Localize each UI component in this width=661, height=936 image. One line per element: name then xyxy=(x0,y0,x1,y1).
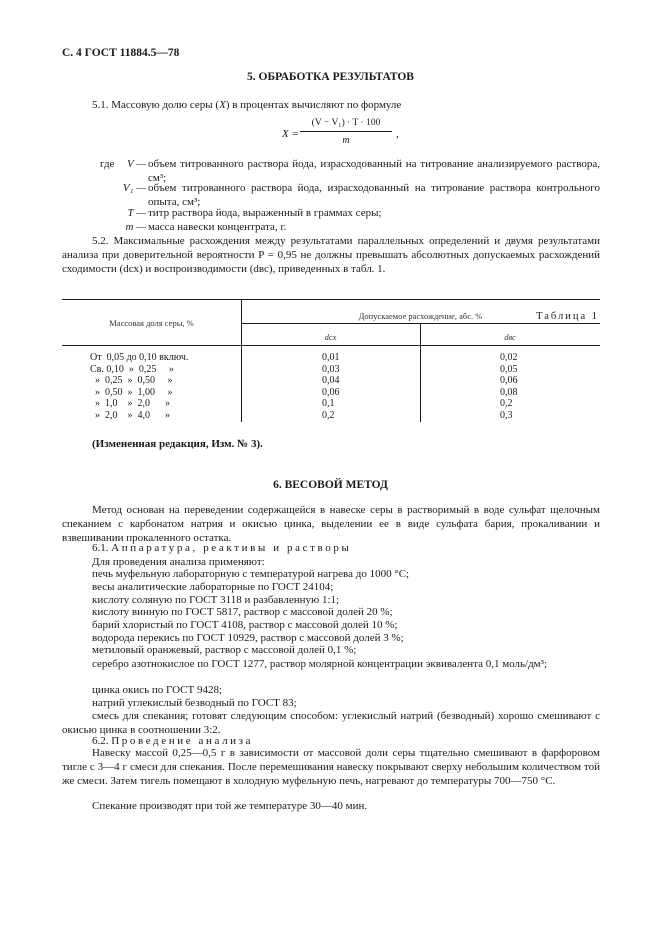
table-cell-dsx: 0,03 xyxy=(322,363,340,375)
table-cell-dsx: 0,04 xyxy=(322,375,340,386)
list-item-silver-nitrate: серебро азотнокислое по ГОСТ 1277, раствор молярной концентрации эквивалента 0,1 моль/дм³; xyxy=(92,658,548,670)
table-header-bottom-border xyxy=(62,345,600,346)
table-cell-dvs: 0,05 xyxy=(500,363,518,375)
definition-symbol: m — xyxy=(125,221,146,233)
list-item: весы аналитические лабораторные по ГОСТ 24104; xyxy=(92,581,334,593)
list-item: метиловый оранжевый, раствор с массовой долей 0,1 %; xyxy=(92,644,357,656)
definition-text: объем титрованного раствора йода, израсходованный на титрование анализируемого раствора, см³; xyxy=(148,158,600,185)
section-5-title: 5. ОБРАБОТКА РЕЗУЛЬТАТОВ xyxy=(247,71,414,83)
list-item: кислоту винную по ГОСТ 5817, раствор с массовой долей 20 %; xyxy=(92,606,393,618)
list-item: водорода перекись по ГОСТ 10929, раствор с массовой долей 3 %; xyxy=(92,632,404,644)
table-row-label: » 2,0 » 4,0 » xyxy=(90,409,170,421)
table-row-label: Св. 0,10 » 0,25 » xyxy=(90,363,174,375)
list-item: цинка окись по ГОСТ 9428; xyxy=(92,684,223,696)
definition-text: объем титрованного раствора йода, израсходованный на титрование раствора контрольного опыта, см³; xyxy=(148,182,600,209)
list-item-sinter-mix: смесь для спекания; готовят следующим способом: углекислый натрий (безводный) хорошо смешивают с окисью цинка в соотношении 3:2. xyxy=(62,710,600,737)
table-cell-dvs: 0,08 xyxy=(500,386,518,398)
list-item: кислоту соляную по ГОСТ 3118 и разбавленную 1:1; xyxy=(92,594,340,606)
paragraph-6-2: Навеску массой 0,25—0,5 г в зависимости от массовой доли серы тщательно смешивают в фарфоровом тигле с 3—4 г смеси для спекания. После перемешивания навеску покрывают сверху небольшим количеством той же смеси. Затем тигель помещают в холодную муфельную печь, нагревают до температуры 700—750 °С. xyxy=(62,747,600,788)
table-cell-dsx: 0,1 xyxy=(322,398,335,409)
section-6-intro: Метод основан на переведении содержащейся в навеске серы в растворимый в воде сульфат щелочным спеканием с карбонатом натрия и окисью цинка, выделении ее в виде сульфата бария, прокаливании и взвешивании прокаленного остатка. xyxy=(62,504,600,545)
formula-denominator: m xyxy=(342,135,350,146)
definition-symbol: V — xyxy=(126,158,146,170)
table-cell-dvs: 0,3 xyxy=(500,409,513,421)
paragraph-6-1-lead: Для проведения анализа применяют: xyxy=(92,556,265,568)
table-row-label: » 0,25 » 0,50 » xyxy=(90,375,173,386)
heading-6-1: 6.1. Аппаратура, реактивы и растворы xyxy=(92,542,352,554)
table-cell-dsx: 0,2 xyxy=(322,409,335,421)
definition-text: титр раствора йода, выраженный в граммах серы; xyxy=(148,207,382,219)
formula xyxy=(282,117,422,151)
table-cell-dvs: 0,2 xyxy=(500,398,513,409)
formula-numerator: (V − V₁) · T · 100 xyxy=(311,118,381,128)
table-title: Таблица 1 xyxy=(536,311,599,322)
amendment-note: (Измененная редакция, Изм. № 3). xyxy=(92,438,263,450)
formula-lhs: X = xyxy=(282,128,299,140)
paragraph-5-1: 5.1. Массовую долю серы (X) в процентах вычисляют по формуле xyxy=(92,99,402,111)
definition-symbol: V₁ — xyxy=(122,182,146,194)
section-6-title: 6. ВЕСОВОЙ МЕТОД xyxy=(273,479,388,491)
list-item: натрий углекислый безводный по ГОСТ 83; xyxy=(92,697,297,709)
table-header-mass-fraction: Массовая доля серы, % xyxy=(109,318,194,328)
page-header: С. 4 ГОСТ 11884.5—78 xyxy=(62,47,180,59)
table-cell-dsx: 0,01 xyxy=(322,352,340,363)
fraction-bar xyxy=(300,131,392,132)
table-row-label: От 0,05 до 0,10 включ. xyxy=(90,352,189,363)
definition-symbol: T — xyxy=(127,207,146,219)
heading-6-2: 6.2. Проведение анализа xyxy=(92,735,254,747)
list-item: барий хлористый по ГОСТ 4108, раствор с массовой долей 10 %; xyxy=(92,619,398,631)
table-header-dsx: dсх xyxy=(324,332,337,342)
definition-text: масса навески концентрата, г. xyxy=(148,221,287,233)
paragraph-5-2: 5.2. Максимальные расхождения между результатами параллельных определений и двумя результатами анализа при доверительной вероятности P = 0,95 не должны превышать абсолютных допускаемых расхождений сходимости (dсх) и воспроизводимости (dвс), приведенных в табл. 1. xyxy=(62,235,600,276)
list-item: печь муфельную лабораторную с температурой нагрева до 1000 °С; xyxy=(92,568,410,580)
table-row-label: » 1,0 » 2,0 » xyxy=(90,398,170,409)
formula-comma: , xyxy=(396,128,399,140)
table-cell-dsx: 0,06 xyxy=(322,386,340,398)
table-cell-dvs: 0,02 xyxy=(500,352,518,363)
table-header-allowed-deviation: Допускаемое расхождение, абс. % xyxy=(358,311,483,321)
table-row-label: » 0,50 » 1,00 » xyxy=(90,386,173,398)
paragraph-sintering: Спекание производят при той же температуре 30—40 мин. xyxy=(92,800,368,812)
table-cell-dvs: 0,06 xyxy=(500,375,518,386)
definition-prefix: где xyxy=(100,158,115,170)
table-top-border xyxy=(62,299,600,300)
table-header-dvs: dвс xyxy=(504,332,516,342)
formula-fraction xyxy=(300,117,392,147)
